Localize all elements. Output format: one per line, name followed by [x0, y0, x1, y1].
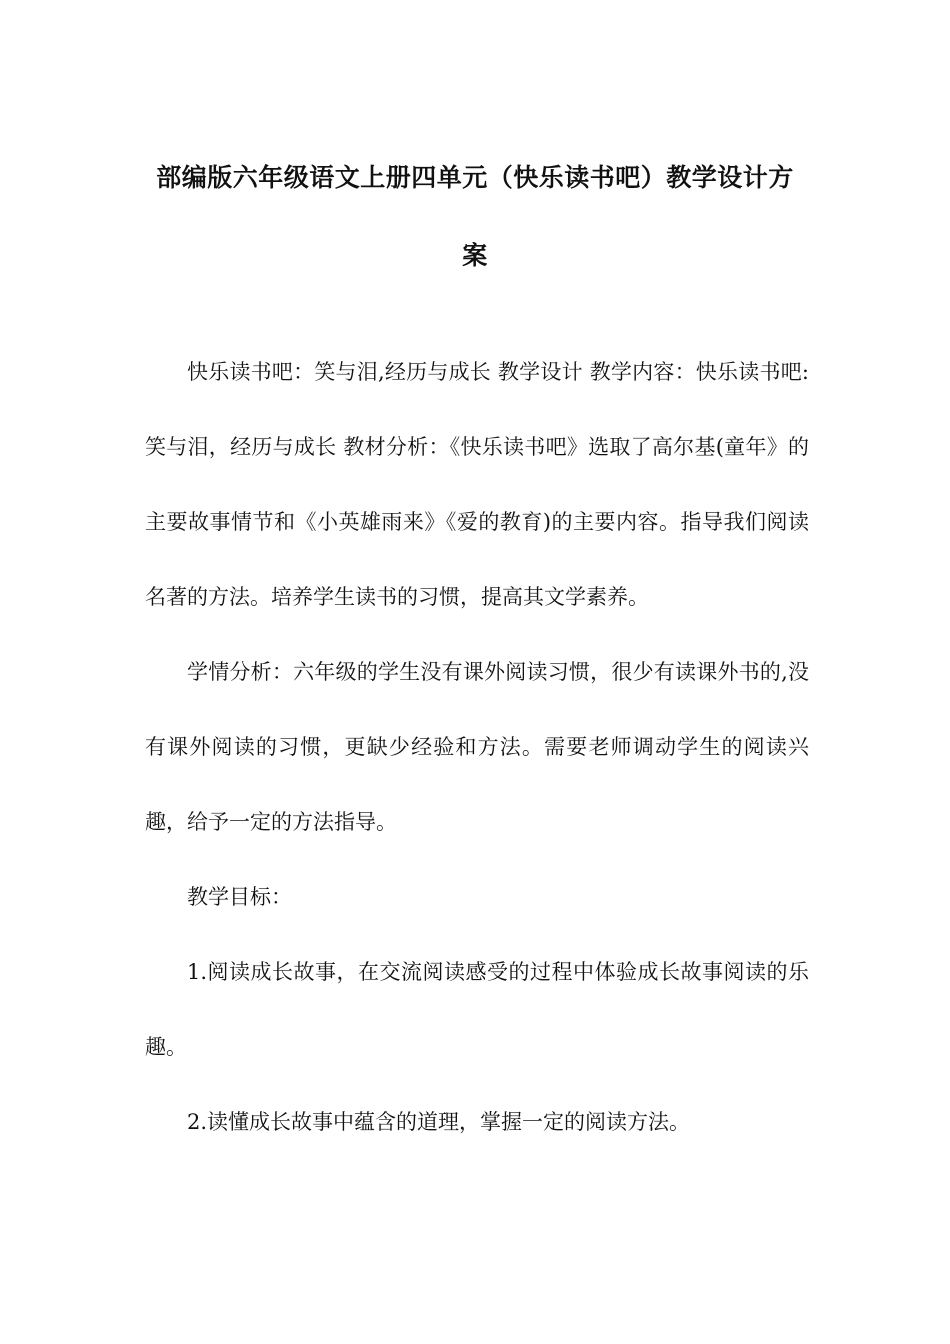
- paragraph-intro: 快乐读书吧：笑与泪,经历与成长 教学设计 教学内容：快乐读书吧:笑与泪，经历与成长 教材分析：《快乐读书吧》选取了高尔基(童年》的主要故事情节和《小英雄雨来》《爱的教育)的主要内容。指导我们阅读名著的方法。培养学生读书的习惯，提高其文学素养。: [145, 360, 809, 609]
- paragraph-learner-analysis: 学情分析：六年级的学生没有课外阅读习惯，很少有读课外书的,没有课外阅读的习惯，更缺少经验和方法。需要老师调动学生的阅读兴趣，给予一定的方法指导。: [145, 660, 809, 834]
- paragraph-objective-1: 1.阅读成长故事，在交流阅读感受的过程中体验成长故事阅读的乐趣。: [145, 960, 809, 1059]
- document-body: [145, 335, 809, 1160]
- paragraph-objectives-heading: 教学目标：: [187, 885, 292, 909]
- document-title: 部编版六年级语文上册四单元（快乐读书吧）教学设计方案: [156, 162, 794, 270]
- paragraph-objective-2: 2.读懂成长故事中蕴含的道理，掌握一定的阅读方法。: [187, 1110, 691, 1134]
